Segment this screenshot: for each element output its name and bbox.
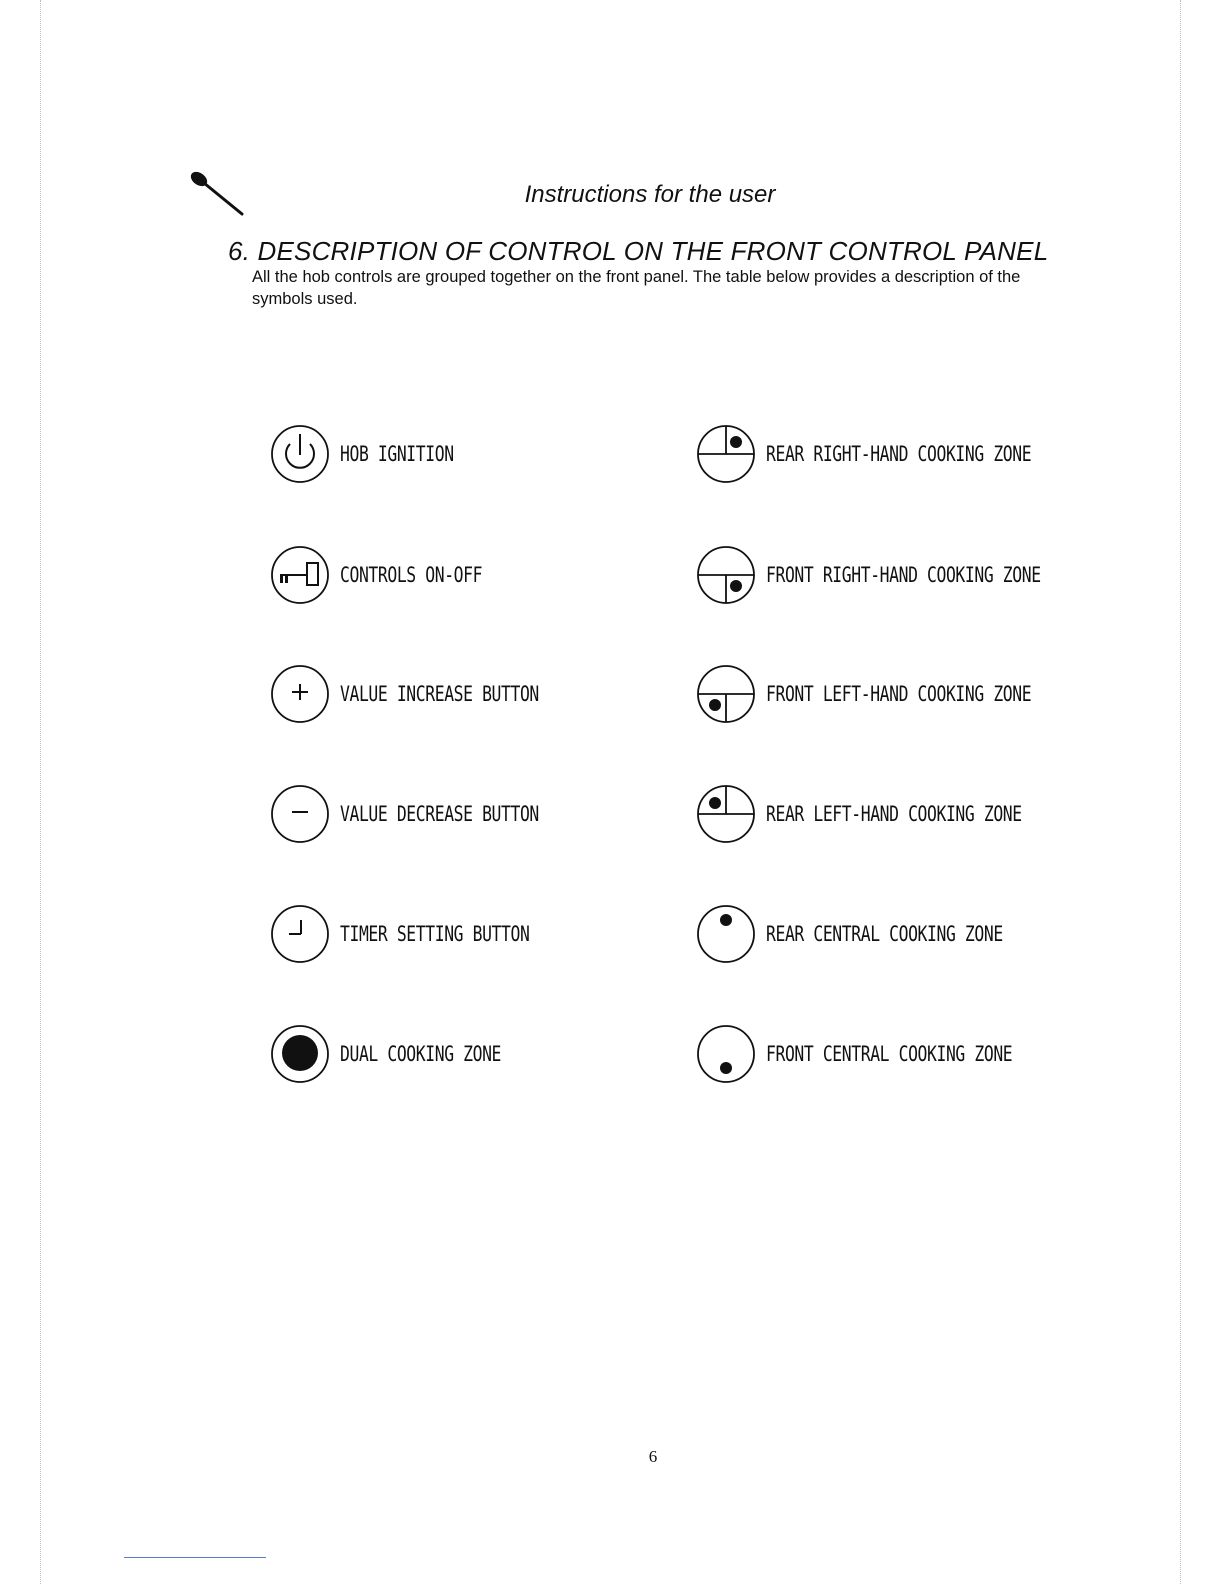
scan-edge-right <box>1180 0 1181 1584</box>
rear-central-zone-icon <box>696 904 756 964</box>
timer-icon <box>270 904 330 964</box>
page-number: 6 <box>648 1447 658 1466</box>
symbol-front-right-zone <box>696 545 1118 605</box>
plus-icon <box>270 664 330 724</box>
footnote-rule <box>124 1557 266 1558</box>
symbol-front-left-zone <box>696 664 1106 724</box>
symbol-label: FRONT LEFT-HAND COOKING ZONE <box>766 682 1032 706</box>
rear-left-zone-icon <box>696 784 756 844</box>
symbol-timer-setting <box>270 904 583 964</box>
minus-icon <box>270 784 330 844</box>
symbol-label: TIMER SETTING BUTTON <box>340 922 530 946</box>
key-lock-icon <box>270 545 330 605</box>
front-right-zone-icon <box>696 545 756 605</box>
symbol-dual-cooking-zone <box>270 1024 546 1084</box>
symbol-label: REAR RIGHT-HAND COOKING ZONE <box>766 442 1032 466</box>
section-title: 6. DESCRIPTION OF CONTROL ON THE FRONT CONTROL PANEL <box>228 236 1049 266</box>
symbol-value-decrease <box>270 784 595 844</box>
symbol-label: REAR LEFT-HAND COOKING ZONE <box>766 802 1022 826</box>
scan-edge-left <box>40 0 41 1584</box>
symbol-front-central-zone <box>696 1024 1082 1084</box>
symbol-label: HOB IGNITION <box>340 442 454 466</box>
symbol-label: CONTROLS ON-OFF <box>340 563 483 587</box>
symbol-label: REAR CENTRAL COOKING ZONE <box>766 922 1003 946</box>
symbol-rear-central-zone <box>696 904 1070 964</box>
dual-zone-icon <box>270 1024 330 1084</box>
rear-right-zone-icon <box>696 424 756 484</box>
symbol-value-increase <box>270 664 595 724</box>
page-header-title: Instructions for the user <box>524 181 776 208</box>
symbol-label: DUAL COOKING ZONE <box>340 1042 502 1066</box>
symbol-controls-on-off <box>270 545 522 605</box>
front-central-zone-icon <box>696 1024 756 1084</box>
symbol-label: VALUE DECREASE BUTTON <box>340 802 539 826</box>
symbol-hob-ignition <box>270 424 486 484</box>
symbol-rear-right-zone <box>696 424 1106 484</box>
symbol-label: VALUE INCREASE BUTTON <box>340 682 539 706</box>
front-left-zone-icon <box>696 664 756 724</box>
power-icon <box>270 424 330 484</box>
symbol-label: FRONT RIGHT-HAND COOKING ZONE <box>766 563 1041 587</box>
symbol-label: FRONT CENTRAL COOKING ZONE <box>766 1042 1013 1066</box>
symbol-rear-left-zone <box>696 784 1094 844</box>
section-intro: All the hob controls are grouped together on the front panel. The table below provides a description of the symbols used. <box>252 268 1021 308</box>
